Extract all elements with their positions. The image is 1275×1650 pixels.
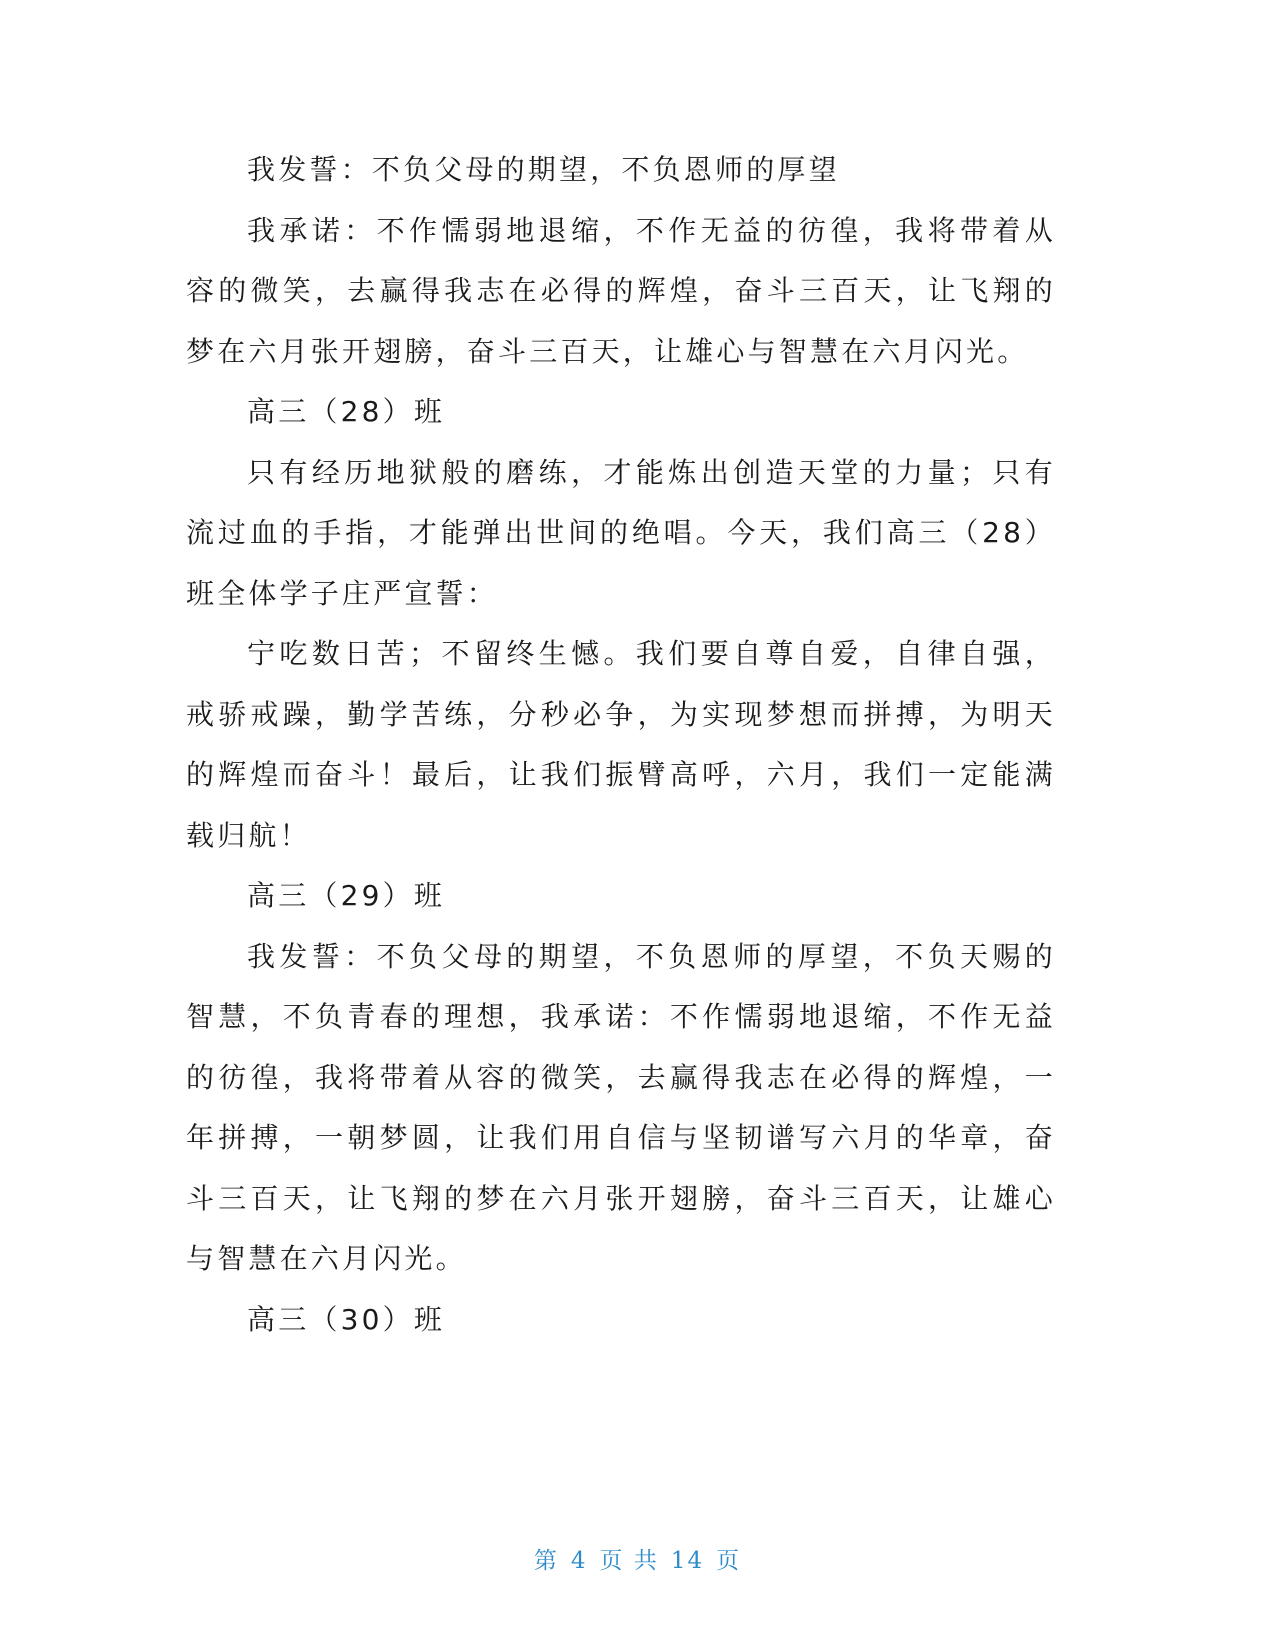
class-heading: 高三（30）班 xyxy=(247,1302,446,1336)
footer-current-page: 4 xyxy=(570,1548,588,1574)
page-footer xyxy=(0,1542,1275,1575)
document-body xyxy=(186,140,1056,1350)
paragraph: 只有经历地狱般的磨练，才能炼出创造天堂的力量；只有流过血的手指，才能弹出世间的绝唱。今天，我们高三（28）班全体学子庄严宣誓： xyxy=(186,455,1056,610)
footer-middle: 页 共 xyxy=(599,1548,659,1574)
paragraph: 我发誓：不负父母的期望，不负恩师的厚望，不负天赐的智慧，不负青春的理想，我承诺：不作懦弱地退缩，不作无益的彷徨，我将带着从容的微笑，去赢得我志在必得的辉煌，一年拼搏，一朝梦圆，让我们用自信与坚韧谱写六月的华章，奋斗三百天，让飞翔的梦在六月张开翅膀，奋斗三百天，让雄心与智慧在六月闪光。 xyxy=(186,939,1056,1275)
paragraph: 宁吃数日苦；不留终生憾。我们要自尊自爱，自律自强，戒骄戒躁，勤学苦练，分秒必争，为实现梦想而拼搏，为明天的辉煌而奋斗！最后，让我们振臂高呼，六月，我们一定能满载归航！ xyxy=(186,637,1056,852)
footer-prefix: 第 xyxy=(533,1548,559,1574)
footer-total-pages: 14 xyxy=(670,1548,705,1574)
footer-suffix: 页 xyxy=(716,1548,742,1574)
paragraph: 我承诺：不作懦弱地退缩，不作无益的彷徨，我将带着从容的微笑，去赢得我志在必得的辉煌，奋斗三百天，让飞翔的梦在六月张开翅膀，奋斗三百天，让雄心与智慧在六月闪光。 xyxy=(186,213,1056,368)
class-heading: 高三（29）班 xyxy=(247,879,446,912)
class-heading: 高三（28）班 xyxy=(247,395,446,428)
paragraph: 我发誓：不负父母的期望，不负恩师的厚望 xyxy=(247,153,840,186)
